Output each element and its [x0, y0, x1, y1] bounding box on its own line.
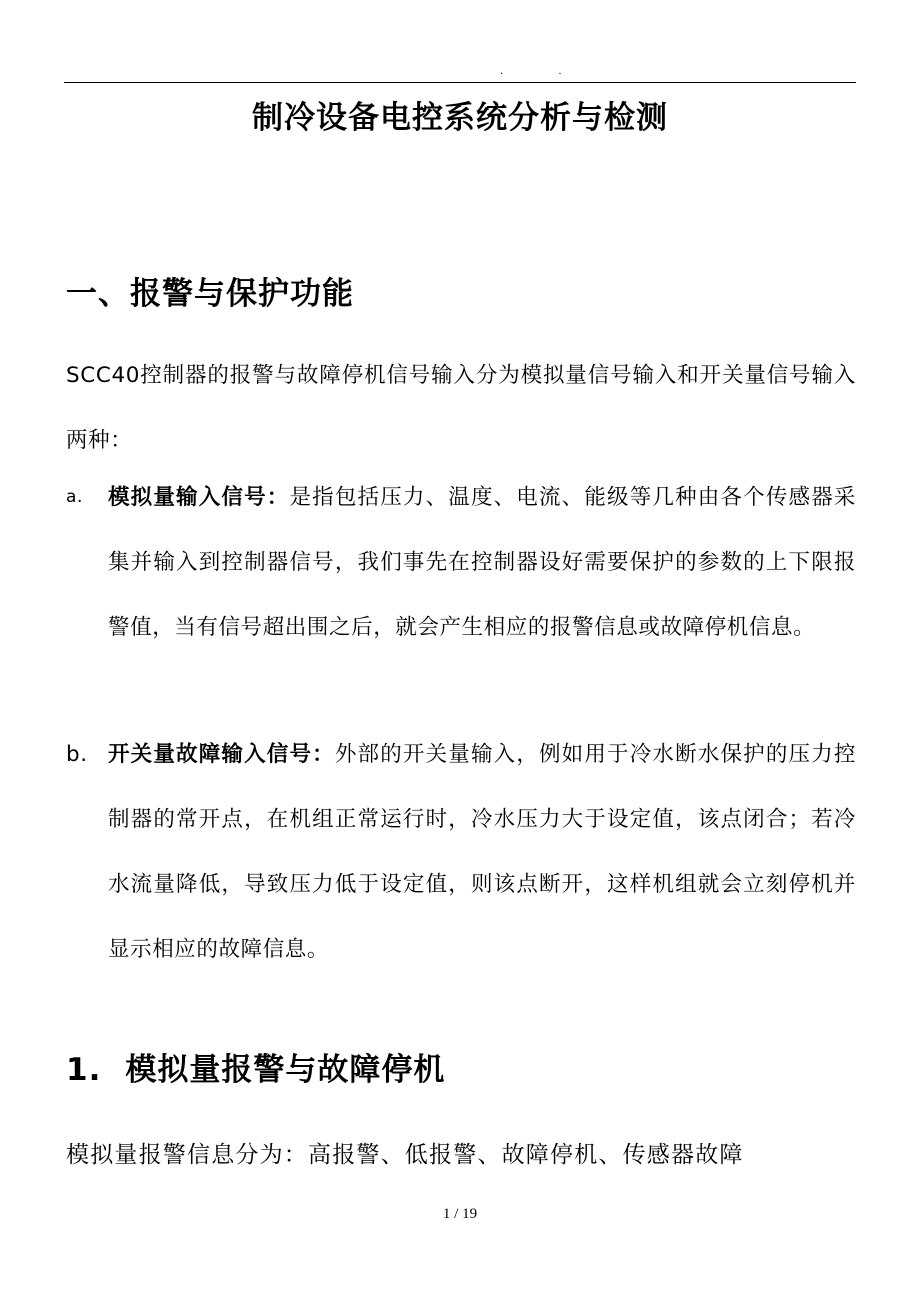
- list-marker: b.: [66, 742, 88, 767]
- header-dots: . .: [500, 66, 588, 77]
- document-title: 制冷设备电控系统分析与检测: [252, 100, 668, 136]
- list-item-body: [108, 722, 856, 982]
- list-marker: a.: [66, 487, 84, 507]
- subsection-number: 1.: [66, 1052, 102, 1088]
- intro-paragraph: SCC40控制器的报警与故障停机信号输入分为模拟量信号输入和开关量信号输入两种：: [66, 363, 856, 453]
- list-item-switch-input: [66, 722, 856, 982]
- header-rule: [64, 82, 856, 83]
- list-item-label: 模拟量输入信号：: [108, 485, 290, 510]
- list-item-analog-input: [66, 465, 856, 660]
- list-item-body: [108, 465, 856, 660]
- subsection-heading: [66, 1048, 445, 1092]
- list-item-text: 是指包括压力、温度、电流、能级等几种由各个传感器采集并输入到控制器信号，我们事先在控制器设好需要保护的参数的上下限报警值，当有信号超出围之后，就会产生相应的报警信息或故障停机信息。: [108, 485, 856, 640]
- list-item-label: 开关量故障输入信号：: [108, 742, 335, 767]
- subsection-title: 模拟量报警与故障停机: [125, 1052, 446, 1088]
- list-item-text: 外部的开关量输入，例如用于冷水断水保护的压力控制器的常开点，在机组正常运行时，冷水压力大于设定值，该点闭合；若冷水流量降低，导致压力低于设定值，则该点断开，这样机组就会立刻停机并显示相应的故障信息。: [108, 742, 856, 962]
- section-heading: 一、报警与保护功能: [66, 276, 354, 312]
- page-number: 1 / 19: [442, 1206, 478, 1222]
- analog-alarm-paragraph: 模拟量报警信息分为：高报警、低报警、故障停机、传感器故障: [66, 1142, 744, 1168]
